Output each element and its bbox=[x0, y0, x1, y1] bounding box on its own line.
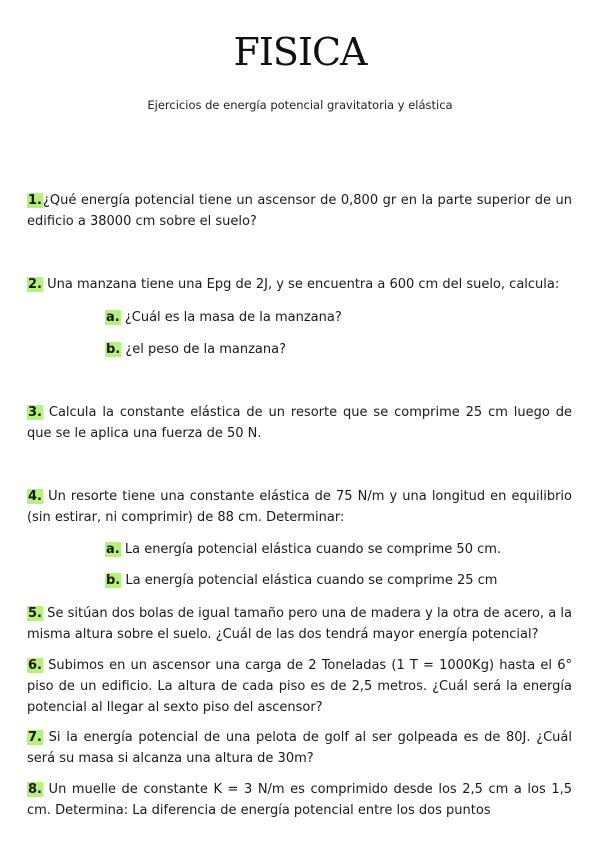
subquestion-letter: a. bbox=[106, 542, 120, 557]
exercise-number: 2. bbox=[28, 277, 42, 292]
exercise-4b bbox=[105, 570, 575, 591]
exercise-4 bbox=[27, 486, 572, 528]
subquestion-text: La energía potencial elástica cuando se comprime 25 cm bbox=[121, 573, 498, 588]
exercise-8 bbox=[27, 779, 572, 821]
exercise-2 bbox=[27, 274, 572, 295]
exercise-number: 1. bbox=[28, 193, 42, 208]
exercise-text: Si la energía potencial de una pelota de golf al ser golpeada es de 80J. ¿Cuál será su masa si alcanza una altura de 30m? bbox=[27, 730, 572, 766]
page-subtitle: Ejercicios de energía potencial gravitatoria y elástica bbox=[147, 98, 453, 112]
exercise-6 bbox=[27, 655, 572, 718]
subquestion-text: ¿el peso de la manzana? bbox=[121, 342, 286, 357]
exercise-text: Un resorte tiene una constante elástica de 75 N/m y una longitud en equilibrio (sin estirar, ni comprimir) de 88 cm. Determinar: bbox=[27, 489, 572, 525]
page-title: FISICA bbox=[233, 30, 367, 74]
subquestion-letter: b. bbox=[106, 342, 121, 357]
exercise-number: 6. bbox=[28, 658, 42, 673]
subquestion-letter: b. bbox=[106, 573, 121, 588]
exercise-number: 7. bbox=[28, 730, 42, 745]
exercise-number: 8. bbox=[28, 782, 42, 797]
exercise-number: 5. bbox=[28, 606, 42, 621]
exercise-number: 4. bbox=[28, 489, 42, 504]
exercise-1 bbox=[27, 190, 572, 232]
exercise-text: Calcula la constante elástica de un resorte que se comprime 25 cm luego de que se le aplica una fuerza de 50 N. bbox=[27, 405, 572, 441]
exercise-7 bbox=[27, 727, 572, 769]
exercise-number: 3. bbox=[28, 405, 42, 420]
exercise-text: Subimos en un ascensor una carga de 2 Toneladas (1 T = 1000Kg) hasta el 6° piso de un edificio. La altura de cada piso es de 2,5 metros. ¿Cuál será la energía potencial al llegar al sexto piso del ascensor? bbox=[27, 658, 572, 715]
subquestion-text: La energía potencial elástica cuando se comprime 50 cm. bbox=[120, 542, 502, 557]
exercise-3 bbox=[27, 402, 572, 444]
exercise-text: Una manzana tiene una Epg de 2J, y se encuentra a 600 cm del suelo, calcula: bbox=[42, 277, 560, 292]
exercise-2b bbox=[105, 339, 575, 360]
exercise-2a bbox=[105, 307, 575, 328]
exercise-text: Un muelle de constante K = 3 N/m es comprimido desde los 2,5 cm a los 1,5 cm. Determina: La diferencia de energía potencial entre los dos puntos bbox=[27, 782, 572, 818]
exercise-text: ¿Qué energía potencial tiene un ascensor de 0,800 gr en la parte superior de un edificio a 38000 cm sobre el suelo? bbox=[27, 193, 572, 229]
subquestion-text: ¿Cuál es la masa de la manzana? bbox=[120, 310, 342, 325]
exercise-4a bbox=[105, 539, 575, 560]
exercise-5 bbox=[27, 603, 572, 645]
subquestion-letter: a. bbox=[106, 310, 120, 325]
exercise-text: Se sitúan dos bolas de igual tamaño pero una de madera y la otra de acero, a la misma altura sobre el suelo. ¿Cuál de las dos tendrá mayor energía potencial? bbox=[27, 606, 572, 642]
